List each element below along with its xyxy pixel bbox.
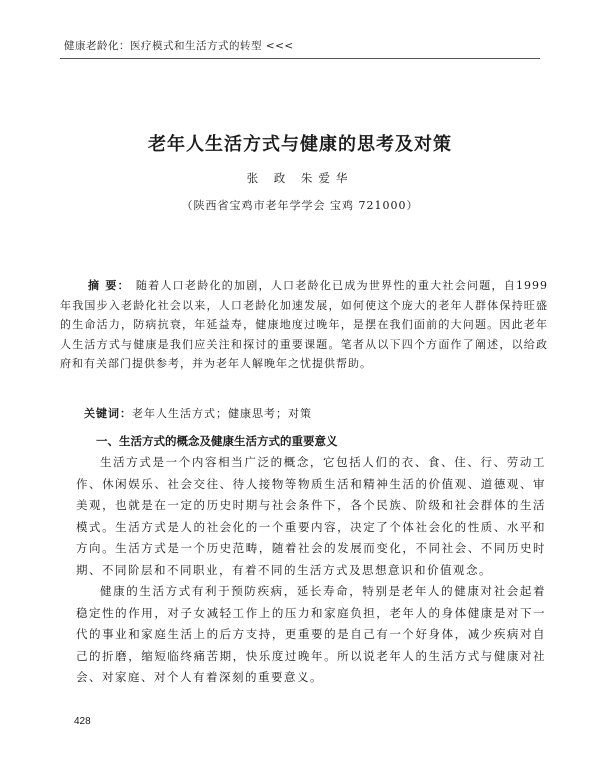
article-authors: 张 政 朱爱华 bbox=[246, 171, 354, 185]
body-paragraph: 生活方式是一个内容相当广泛的概念，它包括人们的衣、食、住、行、劳动工作、休闲娱乐、社会交往、待人接物等物质生活和精神生活的价值观、道德观、审美观，也就是在一定的历史时期与社会条件下，各个民族、阶级和社会群体的生活模式。生活方式是人的社会化的一个重要内容，决定了个体社会化的性质、水平和方向。生活方式是一个历史范畴，随着社会的发展而变化，不同社会、不同历史时期、不同阶层和不同职业，有着不同的生活方式及思想意识和价值观念。 bbox=[76, 455, 546, 577]
section-heading: 一、生活方式的概念及健康生活方式的重要意义 bbox=[96, 434, 338, 448]
article-title: 老年人生活方式与健康的思考及对策 bbox=[148, 134, 452, 155]
keywords bbox=[84, 405, 544, 421]
keywords-label: 关键词： bbox=[84, 407, 132, 420]
body-paragraph: 健康的生活方式有利于预防疾病，延长寿命，特别是老年人的健康对社会起着稳定性的作用，对子女减轻工作上的压力和家庭负担，老年人的身体健康是对下一代的事业和家庭生活上的后方支持，更重要的是自己有一个好身体，减少疾病对自己的折磨，缩短临终痛苦期，快乐度过晚年。所以说老年人的生活方式与健康对社会、对家庭、对个人有着深刻的重要意义。 bbox=[76, 584, 546, 684]
abstract bbox=[60, 276, 548, 374]
header-rule bbox=[60, 58, 540, 59]
abstract-text: 随着人口老龄化的加剧，人口老龄化已成为世界性的重大社会问题，自1999年我国步入老龄化社会以来，人口老龄化加速发展，如何使这个庞大的老年人群体保持旺盛的生命活力，防病抗衰，年延益寿，健康地度过晚年，是摆在我们面前的大问题。因此老年人生活方式与健康是我们应关注和探讨的重要课题。笔者从以下四个方面作了阐述，以给政府和有关部门提供参考，并为老年人解晚年之忧提供帮助。 bbox=[60, 279, 548, 370]
running-header: 健康老龄化：医疗模式和生活方式的转型 <<< bbox=[64, 40, 294, 52]
abstract-label: 摘 要： bbox=[88, 279, 130, 292]
page-number: 428 bbox=[74, 716, 91, 727]
author-affiliation: （陕西省宝鸡市老年学学会 宝鸡 721000） bbox=[181, 199, 419, 212]
keywords-text: 老年人生活方式；健康思考；对策 bbox=[132, 407, 312, 420]
